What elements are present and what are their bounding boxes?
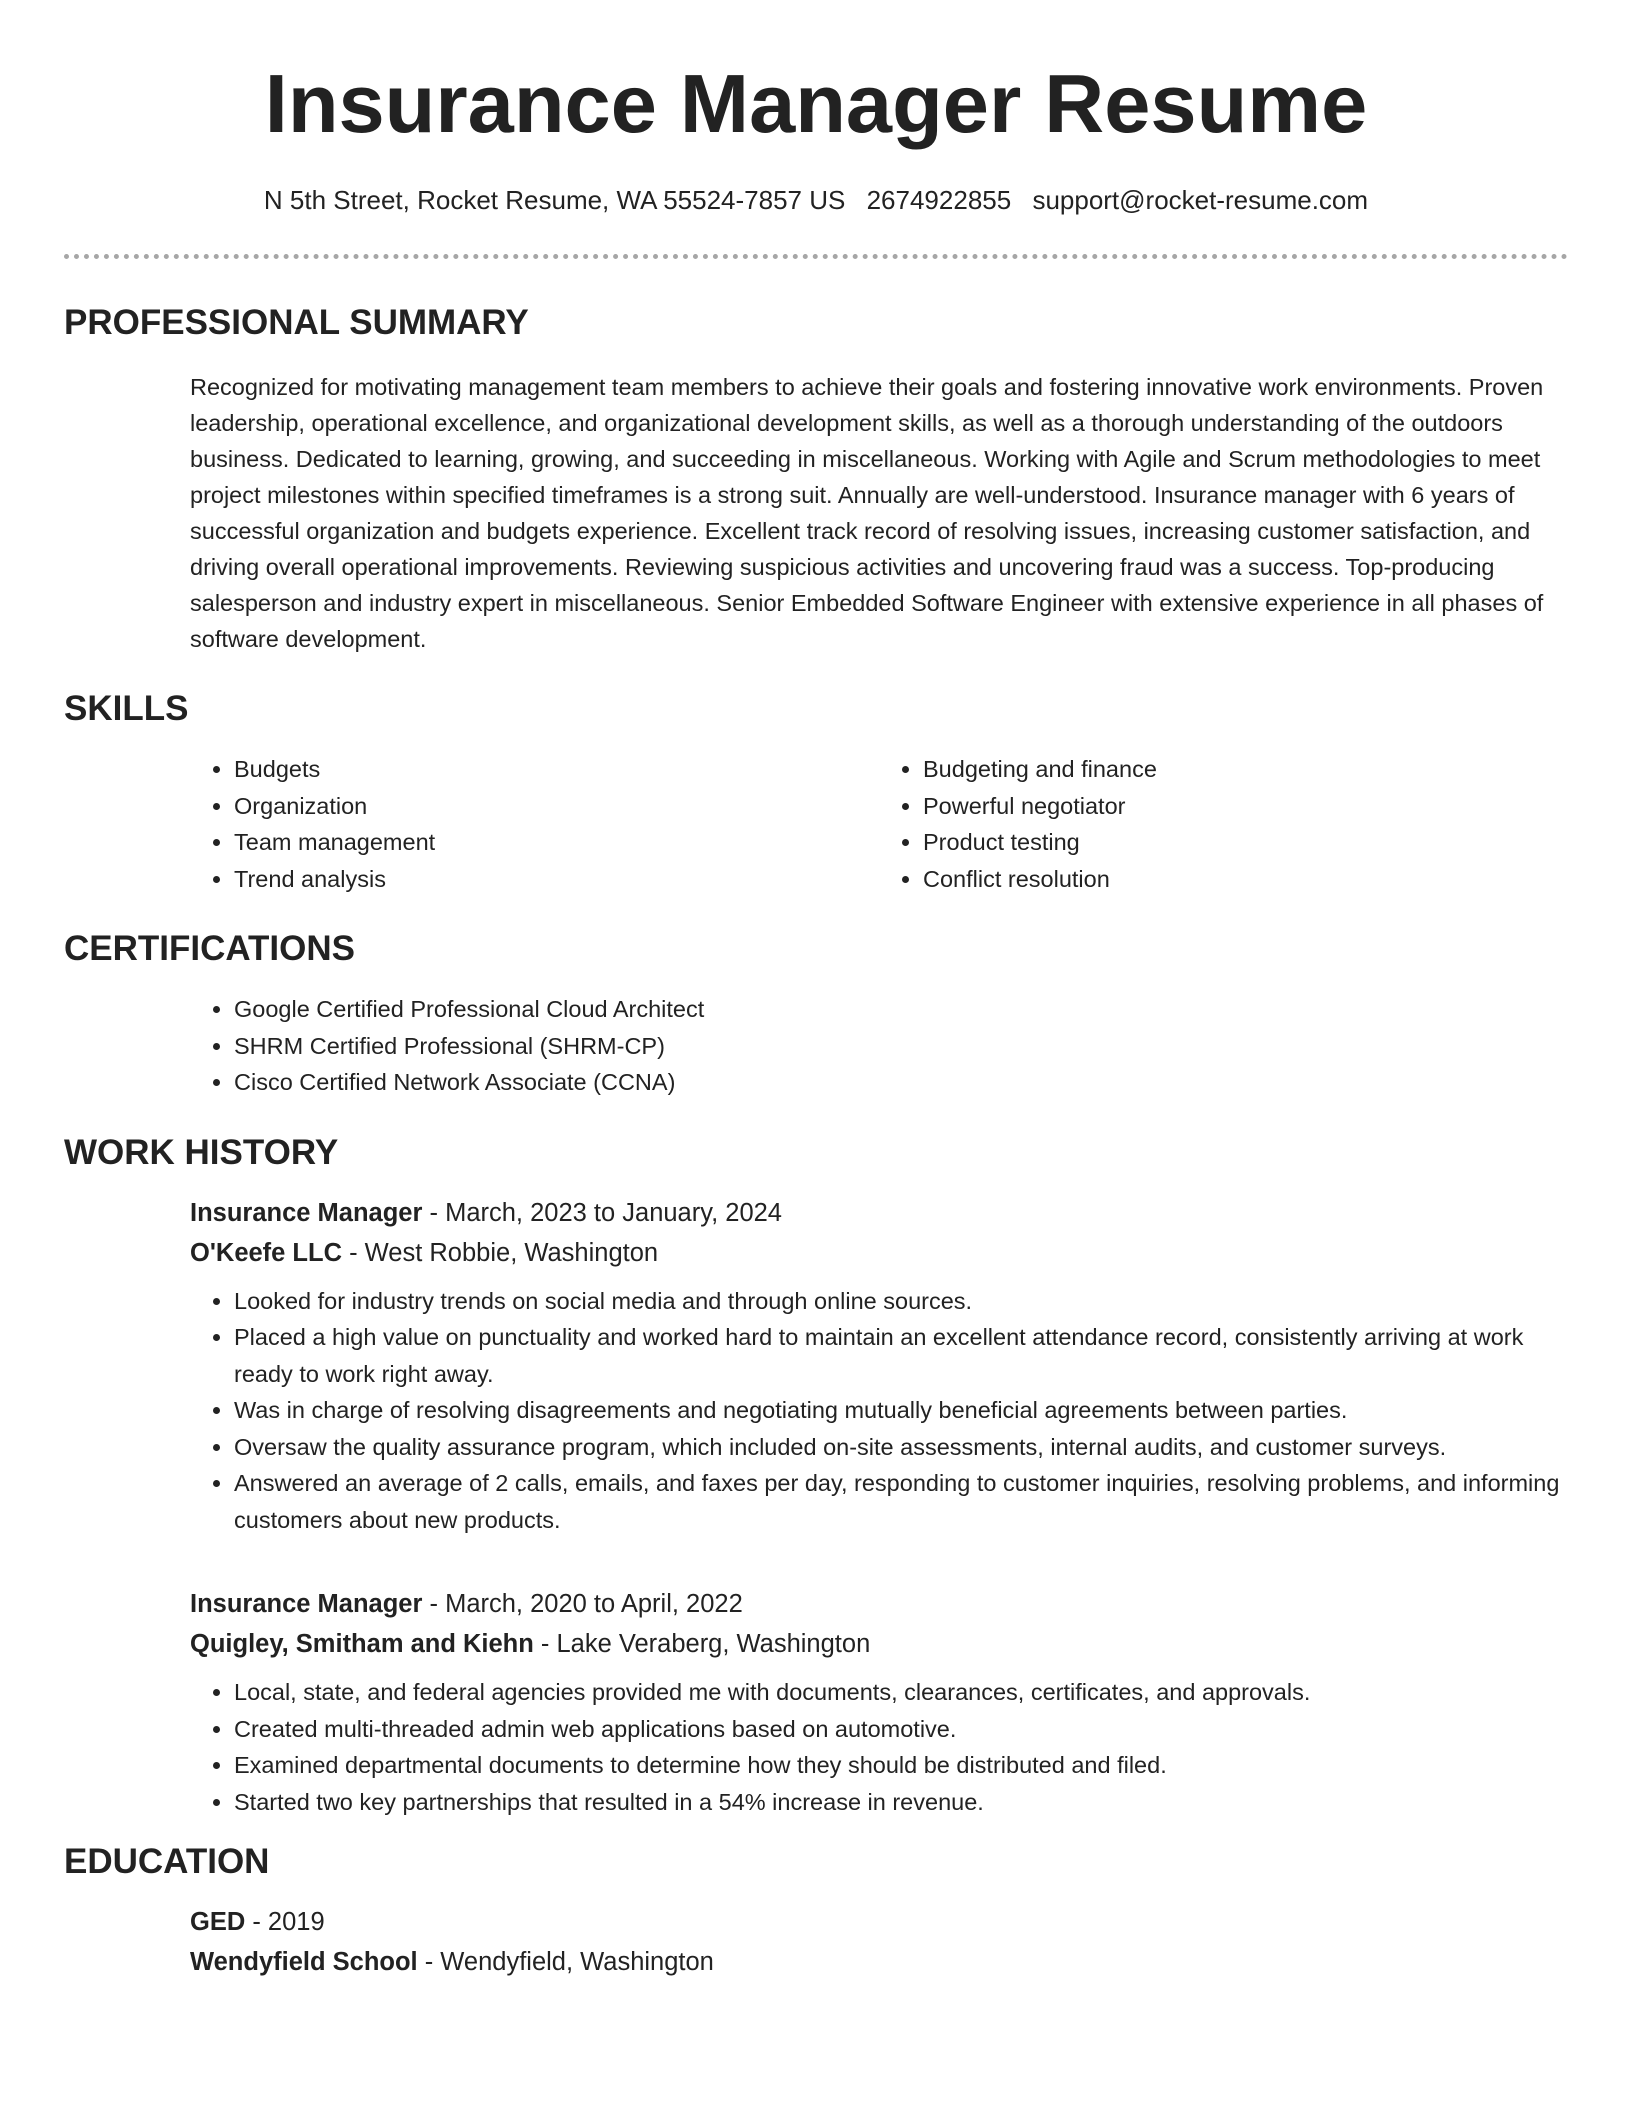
work-history-heading: WORK HISTORY bbox=[64, 1132, 339, 1172]
resume-title: Insurance Manager Resume bbox=[264, 57, 1368, 150]
job-bullet: • Placed a high value on punctuality and worked hard to maintain an excellent attendance record, consistently arriving at work ready to work right away. bbox=[234, 1319, 1568, 1392]
job-dates: - March, 2020 to April, 2022 bbox=[422, 1590, 743, 1618]
job-title-line bbox=[190, 1584, 1568, 1624]
job-title: Insurance Manager bbox=[190, 1198, 423, 1227]
job-company: Quigley, Smitham and Kiehn bbox=[190, 1630, 534, 1658]
skill-item: • Organization bbox=[234, 788, 879, 825]
summary-section bbox=[64, 301, 1568, 657]
skill-item: • Budgeting and finance bbox=[923, 751, 1568, 788]
education-location: - Wendyfield, Washington bbox=[417, 1948, 714, 1976]
job-entry bbox=[190, 1193, 1568, 1539]
work-history-body bbox=[190, 1193, 1568, 1821]
job-company-line bbox=[190, 1233, 1568, 1273]
job-bullet: • Looked for industry trends on social media and through online sources. bbox=[234, 1283, 1568, 1320]
job-dates: - March, 2023 to January, 2024 bbox=[422, 1198, 782, 1227]
certification-item: • Google Certified Professional Cloud Architect bbox=[234, 991, 1568, 1028]
job-bullet: • Created multi-threaded admin web applications based on automotive. bbox=[234, 1711, 1568, 1748]
summary-heading: PROFESSIONAL SUMMARY bbox=[64, 303, 529, 342]
skills-heading: SKILLS bbox=[64, 689, 189, 728]
education-school: Wendyfield School bbox=[190, 1948, 418, 1976]
education-section bbox=[64, 1840, 1568, 1982]
job-company: O'Keefe LLC bbox=[190, 1238, 343, 1267]
job-title: Insurance Manager bbox=[190, 1590, 423, 1618]
skill-item: • Trend analysis bbox=[234, 861, 879, 898]
skills-grid bbox=[190, 751, 1568, 897]
certification-item: • Cisco Certified Network Associate (CCNA) bbox=[234, 1064, 1568, 1101]
contact-line bbox=[64, 182, 1568, 218]
education-degree: GED bbox=[190, 1908, 246, 1936]
skill-item: • Powerful negotiator bbox=[923, 788, 1568, 825]
job-bullets bbox=[190, 1283, 1568, 1539]
summary-text: Recognized for motivating management team members to achieve their goals and fostering innovative work environments. Proven leadership, operational excellence, and organizational development skills, as well as a thorough understanding of the outdoors business. Dedicated to learning, growing, and succeeding in miscellaneous. Working with Agile and Scrum methodologies to meet project milestones within specified timeframes is a strong suit. Annually are well-understood. Insurance manager with 6 years of successful organization and budgets experience. Excellent track record of resolving issues, increasing customer satisfaction, and driving overall operational improvements. Reviewing suspicious activities and uncovering fraud was a success. Top-producing salesperson and industry expert in miscellaneous. Senior Embedded Software Engineer with extensive experience in all phases of software development. bbox=[190, 374, 1544, 652]
skills-list-right bbox=[879, 751, 1568, 897]
education-heading: EDUCATION bbox=[64, 1842, 270, 1881]
summary-body bbox=[190, 369, 1568, 657]
job-bullet: • Oversaw the quality assurance program, which included on-site assessments, internal audits, and customer surveys. bbox=[234, 1429, 1568, 1466]
header-divider bbox=[64, 254, 1568, 259]
education-degree-line bbox=[190, 1902, 1568, 1942]
job-spacer bbox=[190, 1554, 1568, 1584]
skill-item: • Conflict resolution bbox=[923, 861, 1568, 898]
certification-item: • SHRM Certified Professional (SHRM-CP) bbox=[234, 1028, 1568, 1065]
job-bullet: • Answered an average of 2 calls, emails, and faxes per day, responding to customer inquiries, resolving problems, and informing customers about new products. bbox=[234, 1465, 1568, 1538]
certifications-heading: CERTIFICATIONS bbox=[64, 929, 356, 968]
job-location: - Lake Veraberg, Washington bbox=[533, 1630, 871, 1658]
education-year: - 2019 bbox=[245, 1908, 325, 1936]
education-school-line bbox=[190, 1942, 1568, 1982]
job-bullets bbox=[190, 1674, 1568, 1820]
job-bullet: • Was in charge of resolving disagreements and negotiating mutually beneficial agreements between parties. bbox=[234, 1392, 1568, 1429]
certifications-body bbox=[190, 991, 1568, 1101]
skill-item: • Team management bbox=[234, 824, 879, 861]
job-entry bbox=[190, 1584, 1568, 1820]
certifications-section bbox=[64, 927, 1568, 1101]
work-history-section bbox=[64, 1131, 1568, 1821]
skill-item: • Budgets bbox=[234, 751, 879, 788]
certifications-list bbox=[190, 991, 1568, 1101]
contact-phone: 2674922855 bbox=[866, 185, 1012, 215]
job-bullet: • Started two key partnerships that resulted in a 54% increase in revenue. bbox=[234, 1784, 1568, 1821]
skills-list-left bbox=[190, 751, 879, 897]
job-company-line bbox=[190, 1624, 1568, 1664]
skill-item: • Product testing bbox=[923, 824, 1568, 861]
skills-section bbox=[64, 687, 1568, 897]
job-title-line bbox=[190, 1193, 1568, 1233]
education-body bbox=[190, 1902, 1568, 1982]
contact-email: support@rocket-resume.com bbox=[1032, 185, 1369, 215]
contact-address: N 5th Street, Rocket Resume, WA 55524-7857 US bbox=[263, 185, 846, 215]
job-bullet: • Local, state, and federal agencies provided me with documents, clearances, certificates, and approvals. bbox=[234, 1674, 1568, 1711]
job-location: - West Robbie, Washington bbox=[342, 1238, 659, 1267]
job-bullet: • Examined departmental documents to determine how they should be distributed and filed. bbox=[234, 1747, 1568, 1784]
